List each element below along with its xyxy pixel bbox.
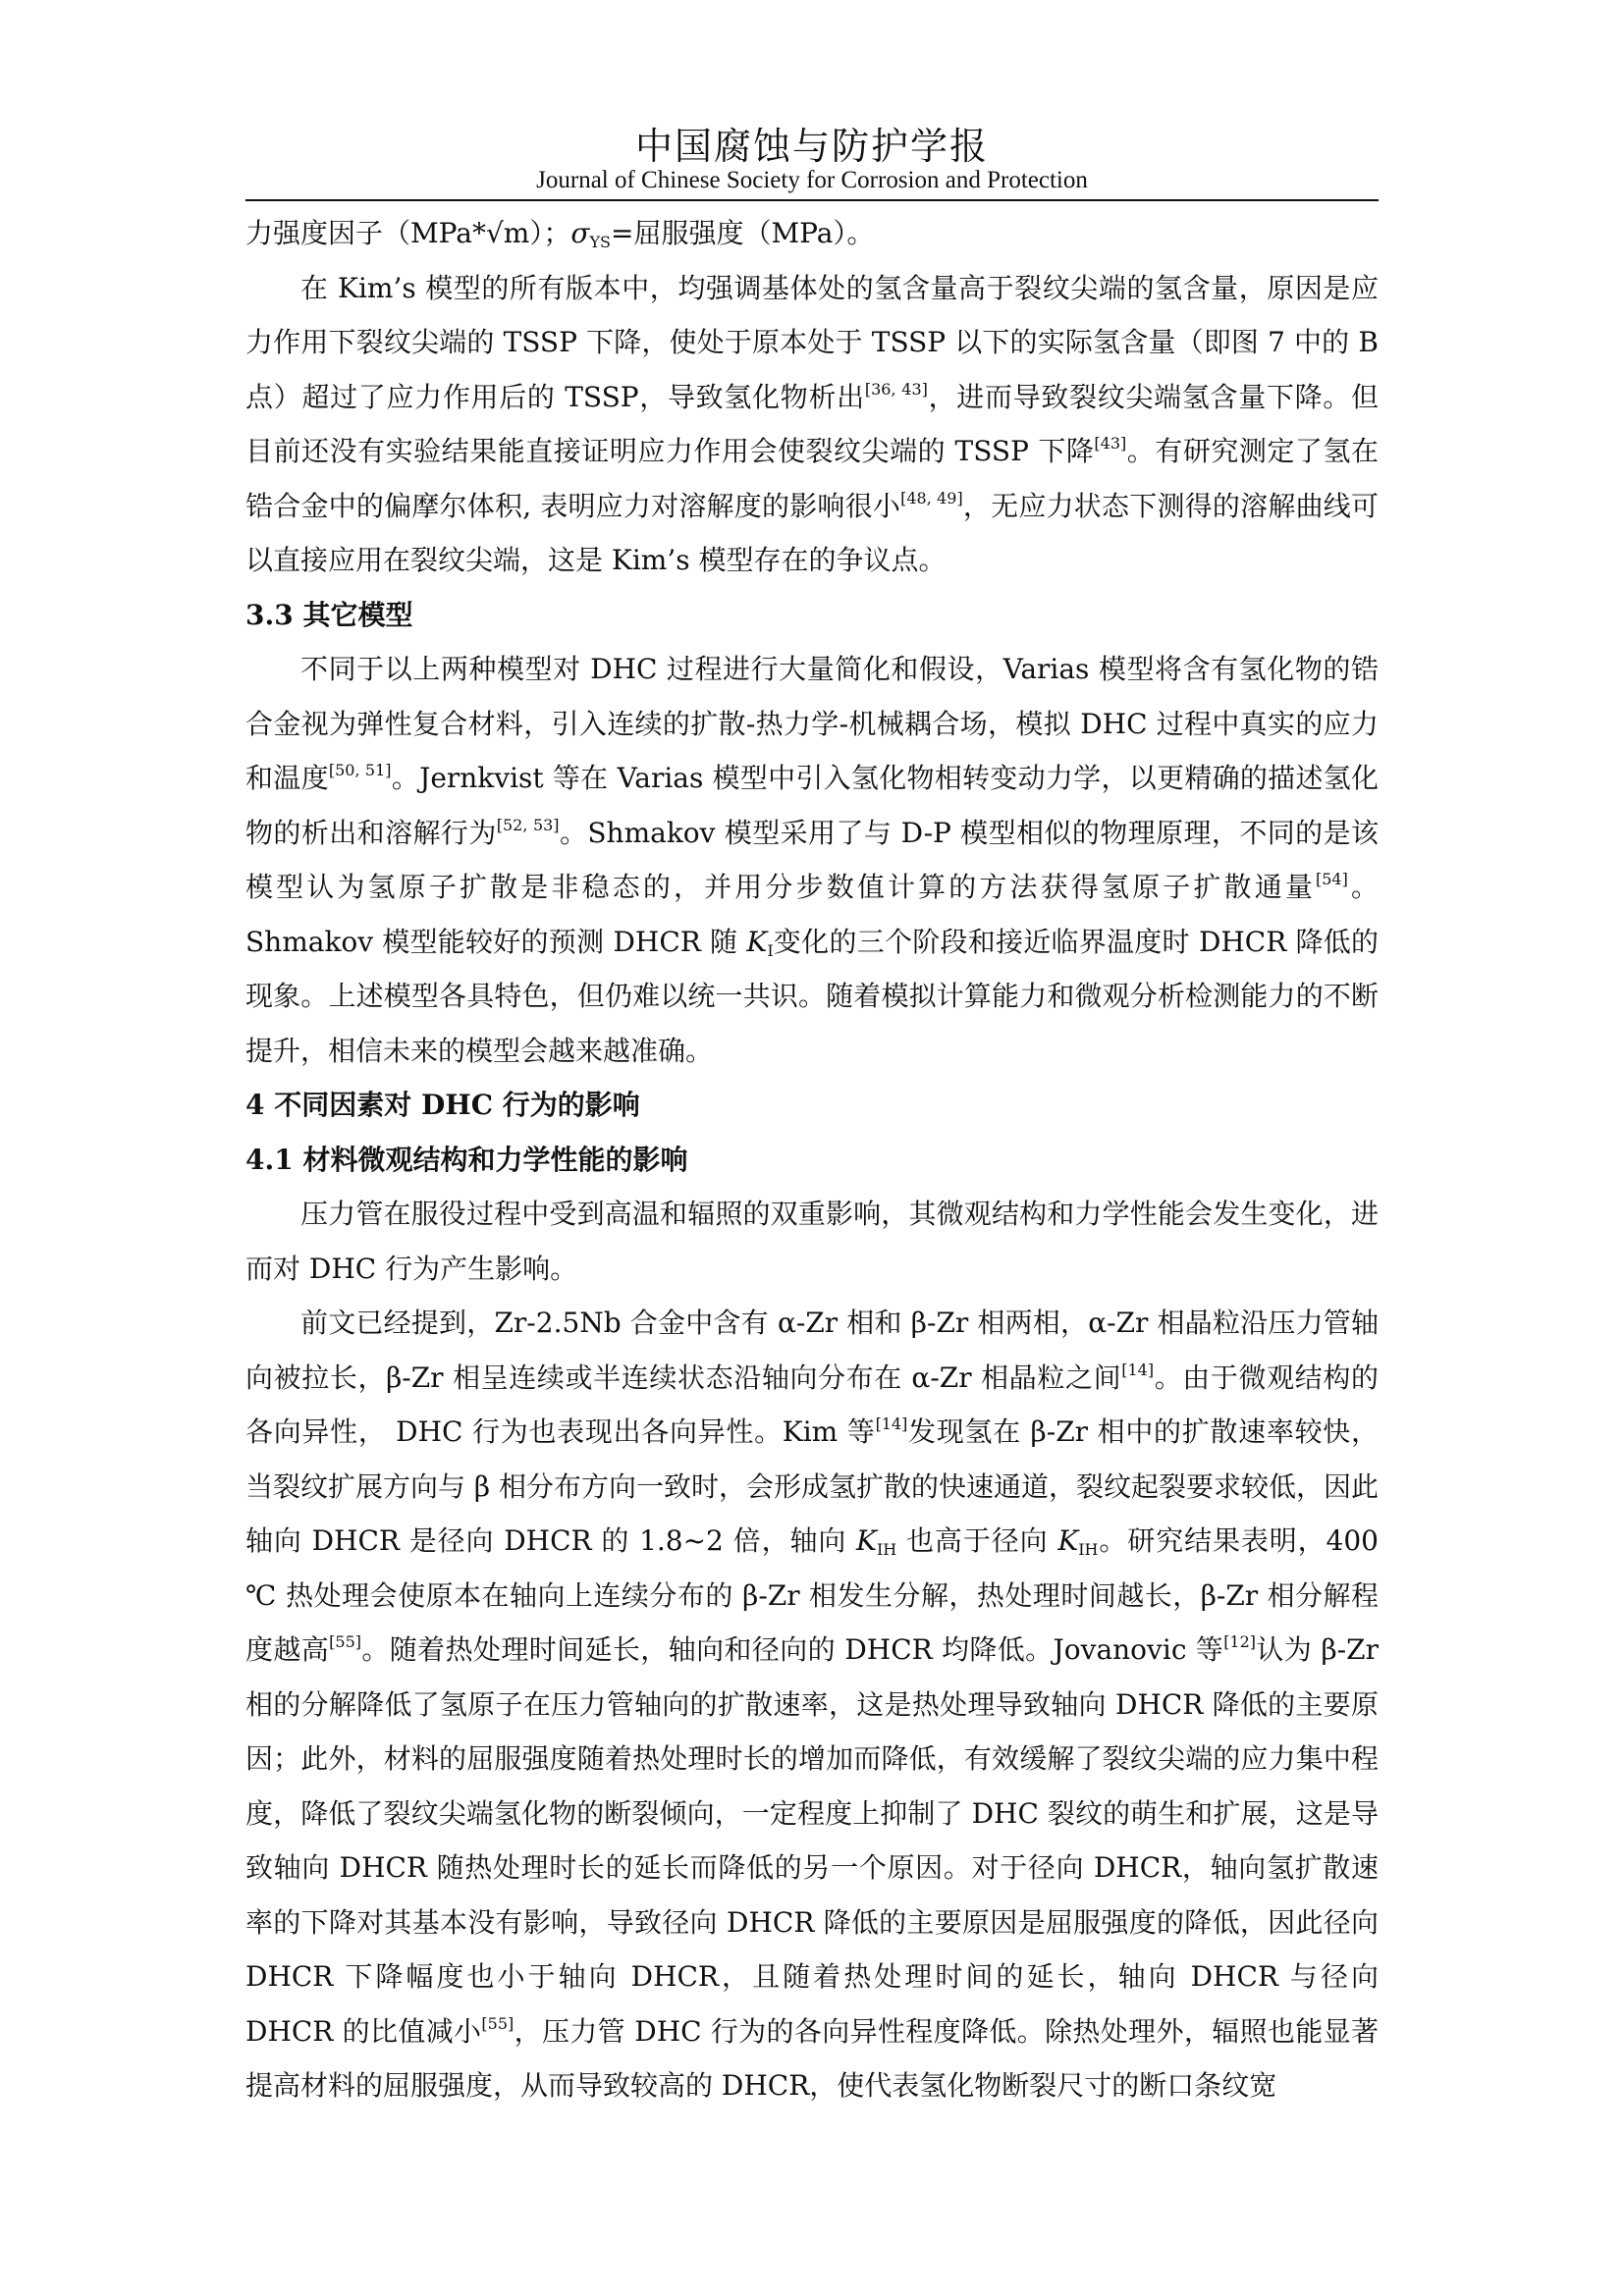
text: 力强度因子（MPa*√m）；	[245, 217, 571, 249]
text: =屈服强度（MPa）。	[611, 217, 875, 249]
citation: [50, 51]	[328, 761, 392, 779]
text: 。Shmakov 模型能较好的预测 DHCR 随	[245, 871, 1379, 958]
text: 发现氢在 β-Zr 相中的扩散速率较快，当裂纹扩展方向与 β 相分布方向一致时，会形成氢扩散的快速通道，裂纹起裂要求较低，因此轴向 DHCR 是径向 DHCR 的 1.8~2 倍，轴向	[245, 1415, 1380, 1557]
text: 在 Kim’s 模型的所有版本中，均强调基体处的氢含量高于裂纹尖端的氢含量，原因是应力作用下裂纹尖端的 TSSP 下降，使处于原本处于 TSSP 以下的实际氢含量（即图 7 中的 B 点）超过了应力作用后的 TSSP，导致氢化物析出	[245, 271, 1379, 413]
citation: [12]	[1223, 1632, 1257, 1651]
sigma-symbol: σ	[570, 217, 590, 249]
paragraph-continuation	[245, 206, 1379, 261]
text: 变化的三个阶段和接近临界温度时 DHCR 降低的现象。上述模型各具特色，但仍难以统一共识。随着模拟计算能力和微观分析检测能力的不断提升，相信未来的模型会越来越准确。	[245, 925, 1379, 1067]
text: ，无应力状态下测得的溶解曲线可以直接应用在裂纹尖端，这是 Kim’s 模型存在的争议点。	[245, 489, 1380, 576]
journal-title-cn: 中国腐蚀与防护学报	[634, 125, 989, 168]
section-heading-4-1: 4.1 材料微观结构和力学性能的影响	[245, 1143, 688, 1176]
citation: [52, 53]	[496, 815, 560, 834]
sigma-subscript: YS	[589, 233, 611, 251]
citation: [43]	[1094, 434, 1127, 453]
text: 。随着热处理时间延长，轴向和径向的 DHCR 均降低。Jovanovic 等	[361, 1633, 1224, 1666]
text: 。有研究测定了氢在锆合金中的偏摩尔体积, 表明应力对溶解度的影响很小	[245, 435, 1379, 522]
text: 。Jernkvist 等在 Varias 模型中引入氢化物相转变动力学，以更精确的描述氢化物的析出和溶解行为	[245, 762, 1380, 849]
citation: [48, 49]	[900, 488, 963, 507]
section-heading-4: 4 不同因素对 DHC 行为的影响	[245, 1089, 640, 1121]
text: 前文已经提到，Zr-2.5Nb 合金中含有 α-Zr 相和 β-Zr 相两相，α-Zr 相晶粒沿压力管轴向被拉长，β-Zr 相呈连续或半连续状态沿轴向分布在 α-Zr 相晶粒之间	[245, 1307, 1379, 1394]
paragraph-service-effects: 压力管在服役过程中受到高温和辐照的双重影响，其微观结构和力学性能会发生变化，进而对 DHC 行为产生影响。	[245, 1198, 1379, 1285]
k-symbol: K	[1057, 1524, 1079, 1557]
text: 。研究结果表明，400 ℃ 热处理会使原本在轴向上连续分布的 β-Zr 相发生分解，热处理时间越长，β-Zr 相分解程度越高	[245, 1524, 1379, 1666]
text: ，进而导致裂纹尖端氢含量下降。但目前还没有实验结果能直接证明应力作用会使裂纹尖端的 TSSP 下降	[245, 380, 1380, 467]
paragraph-other-models	[245, 642, 1379, 1078]
k-symbol: K	[856, 1524, 877, 1557]
header-divider	[245, 199, 1379, 201]
citation: [55]	[481, 2013, 514, 2033]
text: 认为 β-Zr 相的分解降低了氢原子在压力管轴向的扩散速率，这是热处理导致轴向 DHCR 降低的主要原因；此外，材料的屈服强度随着热处理时长的增加而降低，有效缓解了裂纹尖端的应力集中程度，降低了裂纹尖端氢化物的断裂倾向，一定程度上抑制了 DHC 裂纹的萌生和扩展，这是导致轴向 DHCR 随热处理时长的延长而降低的另一个原因。对于径向 DHCR，轴向氢扩散速率的下降对其基本没有影响，导致径向 DHCR 降低的主要原因是屈服强度的降低，因此径向 DHCR 下降幅度也小于轴向 DHCR，且随着热处理时间的延长，轴向 DHCR 与径向 DHCR 的比值减小	[245, 1633, 1379, 2048]
citation: [54]	[1316, 870, 1348, 888]
k-subscript: IH	[1078, 1540, 1099, 1559]
journal-title-en: Journal of Chinese Society for Corrosion and Protection	[536, 167, 1088, 193]
citation: [14]	[1121, 1360, 1155, 1379]
section-heading-3-3: 3.3 其它模型	[245, 598, 413, 631]
citation: [14]	[875, 1415, 908, 1433]
citation: [55]	[329, 1632, 362, 1651]
text: ，压力管 DHC 行为的各向异性程度降低。除热处理外，辐照也能显著提高材料的屈服强度，从而导致较高的 DHCR，使代表氢化物断裂尺寸的断口条纹宽	[245, 2014, 1379, 2102]
paragraph-microstructure	[245, 1296, 1379, 2113]
text: 也高于径向	[896, 1524, 1058, 1557]
paragraph-kim-model	[245, 261, 1379, 588]
article-body	[245, 206, 1379, 2113]
k-symbol: K	[746, 925, 768, 958]
k-subscript: I	[767, 940, 774, 960]
text: 不同于以上两种模型对 DHC 过程进行大量简化和假设，Varias 模型将含有氢化物的锆合金视为弹性复合材料，引入连续的扩散-热力学-机械耦合场，模拟 DHC 过程中真实的应力和温度	[245, 653, 1379, 794]
text: 。Shmakov 模型采用了与 D-P 模型相似的物理原理，不同的是该模型认为氢原子扩散是非稳态的，并用分步数值计算的方法获得氢原子扩散通量	[245, 816, 1380, 903]
citation: [36, 43]	[864, 379, 928, 399]
text: 。由于微观结构的各向异性， DHC 行为也表现出各向异性。Kim 等	[245, 1361, 1379, 1448]
k-subscript: IH	[876, 1540, 897, 1559]
